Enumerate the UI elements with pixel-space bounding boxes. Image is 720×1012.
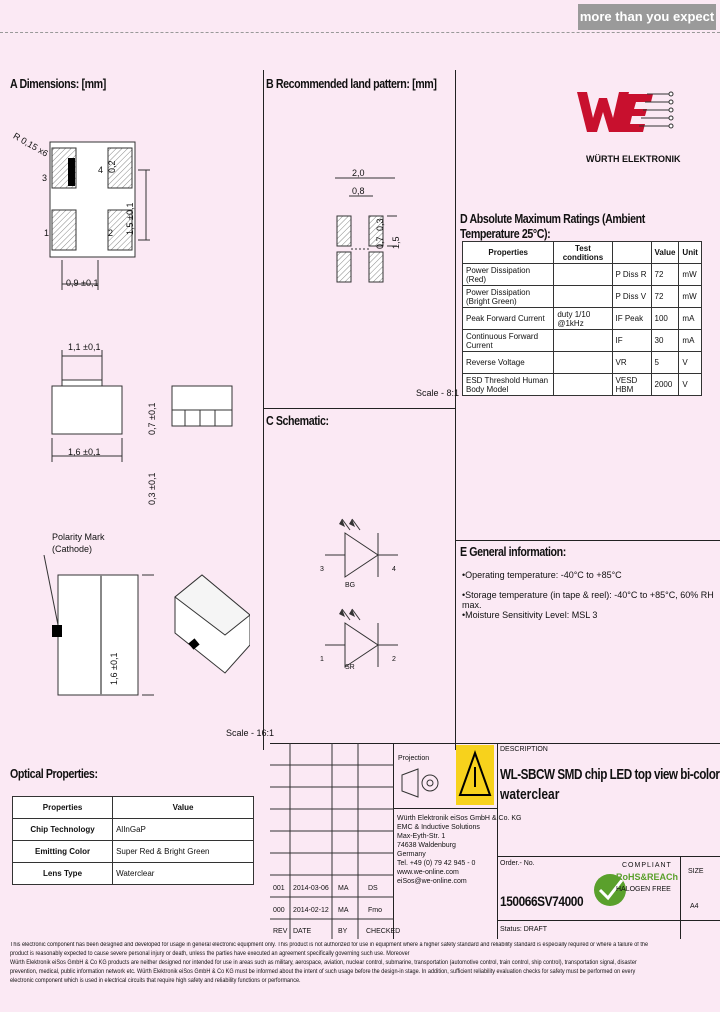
pin-4-label: 4: [98, 165, 104, 175]
rev-header-date: DATE: [293, 928, 312, 935]
product-title-line-1: WL-SBCW SMD chip LED top view bi-color: [500, 766, 720, 783]
table-header-row: [13, 797, 254, 819]
table-cell: Chip Technology: [13, 819, 113, 841]
max-ratings-table: [462, 241, 702, 396]
company-line: 74638 Waldenburg: [397, 842, 456, 849]
order-number: 150066SV74000: [500, 893, 584, 909]
table-cell: 72: [651, 264, 679, 286]
table-header: Test conditions: [554, 242, 612, 264]
disclaimer-paragraph-1: This electronic component has been designed and developed for usage in general electronic equipment only. This product is not authorized for use in equipment where a higher safety standard and reliability standard is especially required or where a failure of the product is reasonably expected to cause severe personal injury or death, unless the parties have executed an agreement specifically governing such use. Moreover: [10, 942, 649, 957]
rev-header-checked: CHECKED: [366, 928, 401, 935]
table-cell: Reverse Voltage: [463, 352, 554, 374]
company-line: Tel. +49 (0) 79 42 945 - 0: [397, 860, 476, 867]
table-row: [13, 863, 254, 885]
schematic-bottom-label: SR: [345, 664, 355, 671]
table-row: [463, 286, 702, 308]
general-info-3: •Moisture Sensitivity Level: MSL 3: [462, 610, 598, 620]
company-line: eiSos@we-online.com: [397, 878, 467, 885]
land-dim-0-8: 0,8: [352, 186, 365, 196]
company-line: EMC & Inductive Solutions: [397, 824, 480, 831]
pin-2-label: 2: [108, 228, 114, 238]
table-cell: 2000: [651, 374, 679, 396]
dim-0-7: 0,7 ±0,1: [147, 402, 157, 435]
table-cell: [554, 264, 612, 286]
projection-label: Projection: [398, 755, 430, 762]
table-cell: Lens Type: [13, 863, 113, 885]
polarity-sub-label: (Cathode): [52, 544, 93, 554]
land-pattern-drawing: [325, 160, 445, 300]
table-cell: Peak Forward Current: [463, 308, 554, 330]
description-label: DESCRIPTION: [500, 746, 548, 753]
table-cell: mW: [679, 264, 702, 286]
scale-a: Scale - 16:1: [226, 728, 275, 738]
order-label: Order.- No.: [500, 860, 535, 867]
disclaimer: [10, 941, 660, 986]
section-c-title: C Schematic:: [266, 413, 329, 428]
general-info-2: •Storage temperature (in tape & reel): -40°C to +85°C, 60% RH max.: [462, 590, 714, 610]
esd-warning-icon: [456, 745, 494, 805]
disclaimer-paragraph-2: Würth Elektronik eiSos GmbH & Co KG products are neither designed nor intended for use in areas such as military, aerospace, aviation, nuclear control, submarine, transportation (automotive control, train control, ship control), transportation signal, disaster prevention, medical, public information network etc. Würth Elektronik eiSos GmbH & Co KG must be informed about the intent of such usage before the design-in stage. In addition, sufficient reliability evaluation checks for safety must be performed on every electronic component which is used in electrical circuits that require high safety and reliability functions or performance.: [10, 960, 637, 984]
table-cell: mW: [679, 286, 702, 308]
status-text: Status: DRAFT: [500, 926, 548, 933]
polarity-label: Polarity Mark: [52, 532, 105, 542]
pin-1-label: 1: [44, 228, 50, 238]
rev-1-checked: DS: [368, 885, 378, 892]
land-dim-0-3: 0,3: [375, 218, 385, 231]
divider-b-c: [263, 408, 455, 409]
optical-properties-table: [12, 796, 254, 885]
scale-b: Scale - 8:1: [416, 388, 460, 398]
schematic-bottom-left-pin: 1: [320, 656, 324, 663]
company-line: Würth Elektronik eiSos GmbH & Co. KG: [397, 815, 522, 822]
rev-1-date: 2014-03-06: [293, 885, 329, 892]
rev-0-date: 2014-02-12: [293, 907, 329, 914]
divider-d-e: [455, 540, 720, 541]
table-header: Unit: [679, 242, 702, 264]
table-cell: ESD Threshold Human Body Model: [463, 374, 554, 396]
table-cell: 100: [651, 308, 679, 330]
bottom-view-drawing: [30, 555, 250, 715]
table-row: [463, 352, 702, 374]
table-row: [463, 308, 702, 330]
table-cell: V: [679, 374, 702, 396]
table-cell: [554, 286, 612, 308]
rev-0-by: MA: [338, 907, 349, 914]
rev-header-num: REV: [273, 928, 288, 935]
table-cell: Waterclear: [113, 863, 254, 885]
table-cell: AlInGaP: [113, 819, 254, 841]
rev-1-num: 001: [273, 885, 285, 892]
land-dim-1-5: 1,5: [391, 236, 401, 249]
table-cell: [554, 352, 612, 374]
schematic-top-right-pin: 4: [392, 566, 396, 573]
table-cell: mA: [679, 308, 702, 330]
table-cell: Power Dissipation (Bright Green): [463, 286, 554, 308]
dim-0-9: 0,9 ±0,1: [66, 278, 99, 288]
section-b-title: B Recommended land pattern: [mm]: [266, 76, 437, 91]
table-header: [612, 242, 651, 264]
table-cell: VR: [612, 352, 651, 374]
company-line: www.we-online.com: [397, 869, 459, 876]
size-label: SIZE: [688, 868, 704, 875]
general-info-1: •Operating temperature: -40°C to +85°C: [462, 570, 622, 580]
wurth-logo: [575, 82, 675, 152]
table-cell: duty 1/10 @1kHz: [554, 308, 612, 330]
title-block-hline-1: [393, 808, 497, 809]
table-cell: Emitting Color: [13, 841, 113, 863]
table-cell: Continuous Forward Current: [463, 330, 554, 352]
land-dim-2-0: 2,0: [352, 168, 365, 178]
dim-1-1: 1,1 ±0,1: [68, 342, 101, 352]
schematic-top-left-pin: 3: [320, 566, 324, 573]
table-row: [463, 264, 702, 286]
radius-label: R 0,15 x6: [11, 130, 50, 159]
table-header: Properties: [13, 797, 113, 819]
product-title-line-2: waterclear: [500, 786, 560, 803]
table-cell: Power Dissipation (Red): [463, 264, 554, 286]
table-row: [463, 374, 702, 396]
title-block-divider-3: [680, 856, 681, 939]
halogen-free-label: HALOGEN FREE: [616, 886, 671, 893]
pin-3-label: 3: [42, 173, 48, 183]
optical-title: Optical Properties:: [10, 766, 98, 781]
section-a-title: A Dimensions: [mm]: [10, 76, 106, 91]
title-block-hline-3: [497, 920, 720, 921]
dim-0-3: 0,3 ±0,1: [147, 472, 157, 505]
top-divider: [0, 32, 720, 33]
table-cell: IF Peak: [612, 308, 651, 330]
table-cell: V: [679, 352, 702, 374]
dim-0-2: 0,2: [107, 160, 117, 173]
rev-0-checked: Fmo: [368, 907, 382, 914]
vertical-divider-left: [263, 70, 264, 750]
table-row: [463, 330, 702, 352]
table-header: Value: [113, 797, 254, 819]
title-block-hline-2: [497, 856, 720, 857]
slogan-banner: more than you expect: [578, 4, 716, 30]
table-header: Value: [651, 242, 679, 264]
schematic-top-label: BG: [345, 582, 356, 589]
projection-symbol-icon: [400, 765, 440, 801]
schematic-bottom-right-pin: 2: [392, 656, 396, 663]
dim-1-5: 1,5 ±0,1: [125, 202, 135, 235]
table-header: Properties: [463, 242, 554, 264]
rev-0-num: 000: [273, 907, 285, 914]
table-cell: Super Red & Bright Green: [113, 841, 254, 863]
vertical-divider-right: [455, 70, 456, 750]
table-cell: 5: [651, 352, 679, 374]
company-line: Germany: [397, 851, 426, 858]
table-cell: P Diss V: [612, 286, 651, 308]
table-row: [13, 819, 254, 841]
dim-1-6-side: 1,6 ±0,1: [109, 652, 119, 685]
schematic-drawing: [310, 515, 420, 675]
size-value: A4: [690, 903, 699, 910]
section-d-title: D Absolute Maximum Ratings (Ambient Temperature 25°C):: [460, 211, 645, 241]
table-cell: IF: [612, 330, 651, 352]
logo-text: WÜRTH ELEKTRONIK: [586, 154, 681, 164]
table-cell: 30: [651, 330, 679, 352]
land-dim-0-7: 0,7: [375, 236, 385, 249]
table-cell: P Diss R: [612, 264, 651, 286]
company-line: Max-Eyth-Str. 1: [397, 833, 446, 840]
table-cell: [554, 330, 612, 352]
rev-header-by: BY: [338, 928, 348, 935]
table-header-row: [463, 242, 702, 264]
dim-1-6-bottom: 1,6 ±0,1: [68, 447, 101, 457]
dimension-drawing-top: [10, 130, 260, 300]
table-cell: 72: [651, 286, 679, 308]
table-cell: [554, 374, 612, 396]
rohs-label: RoHS&REACh: [616, 872, 678, 882]
table-row: [13, 841, 254, 863]
compliant-label: COMPLIANT: [622, 862, 672, 869]
table-cell: VESD HBM: [612, 374, 651, 396]
rev-1-by: MA: [338, 885, 349, 892]
table-cell: mA: [679, 330, 702, 352]
section-e-title: E General information:: [460, 544, 566, 559]
company-address: [397, 814, 521, 886]
